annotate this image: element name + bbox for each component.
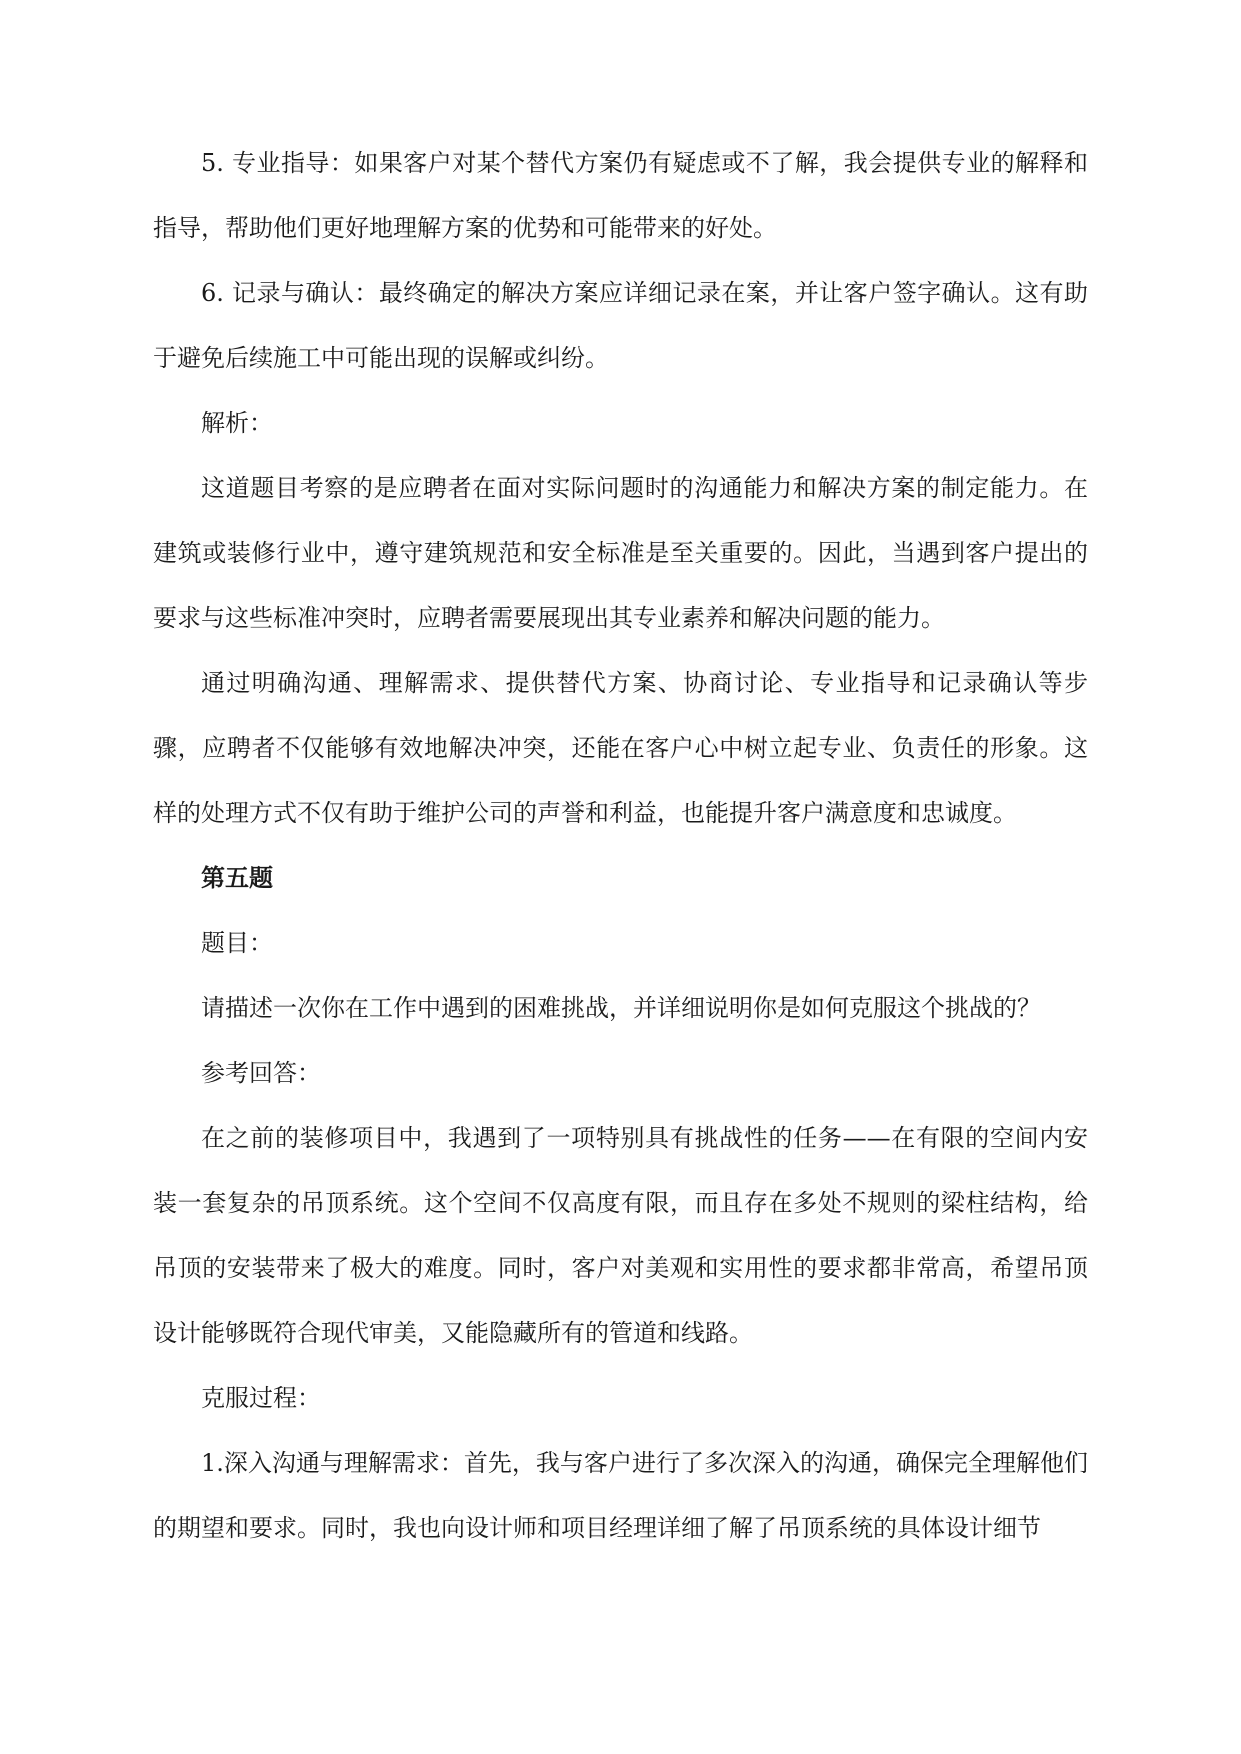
paragraph-record-confirm: 6. 记录与确认：最终确定的解决方案应详细记录在案，并让客户签字确认。这有助于避免后续施工中可能出现的误解或纠纷。 xyxy=(153,279,1088,372)
heading-question: 题目： xyxy=(201,929,273,957)
paragraph-step-1: 1.深入沟通与理解需求：首先，我与客户进行了多次深入的沟通，确保完全理解他们的期望和要求。同时，我也向设计师和项目经理详细了解了吊顶系统的具体设计细节 xyxy=(153,1449,1088,1542)
paragraph-professional-guidance: 5. 专业指导：如果客户对某个替代方案仍有疑虑或不了解，我会提供专业的解释和指导，帮助他们更好地理解方案的优势和可能带来的好处。 xyxy=(153,149,1088,242)
paragraph-answer: 在之前的装修项目中，我遇到了一项特别具有挑战性的任务——在有限的空间内安装一套复杂的吊顶系统。这个空间不仅高度有限，而且存在多处不规则的梁柱结构，给吊顶的安装带来了极大的难度。同时，客户对美观和实用性的要求都非常高，希望吊顶设计能够既符合现代审美，又能隐藏所有的管道和线路。 xyxy=(153,1124,1088,1347)
heading-analysis: 解析： xyxy=(201,409,273,437)
section-title: 第五题 xyxy=(201,864,273,892)
question-text: 请描述一次你在工作中遇到的困难挑战，并详细说明你是如何克服这个挑战的？ xyxy=(201,994,1041,1022)
paragraph-analysis-1: 这道题目考察的是应聘者在面对实际问题时的沟通能力和解决方案的制定能力。在建筑或装修行业中，遵守建筑规范和安全标准是至关重要的。因此，当遇到客户提出的要求与这些标准冲突时，应聘者需要展现出其专业素养和解决问题的能力。 xyxy=(153,474,1088,632)
heading-reference-answer: 参考回答： xyxy=(201,1059,321,1087)
paragraph-analysis-2: 通过明确沟通、理解需求、提供替代方案、协商讨论、专业指导和记录确认等步骤，应聘者不仅能够有效地解决冲突，还能在客户心中树立起专业、负责任的形象。这样的处理方式不仅有助于维护公司的声誉和利益，也能提升客户满意度和忠诚度。 xyxy=(153,669,1088,827)
heading-overcome-process: 克服过程： xyxy=(201,1384,321,1412)
